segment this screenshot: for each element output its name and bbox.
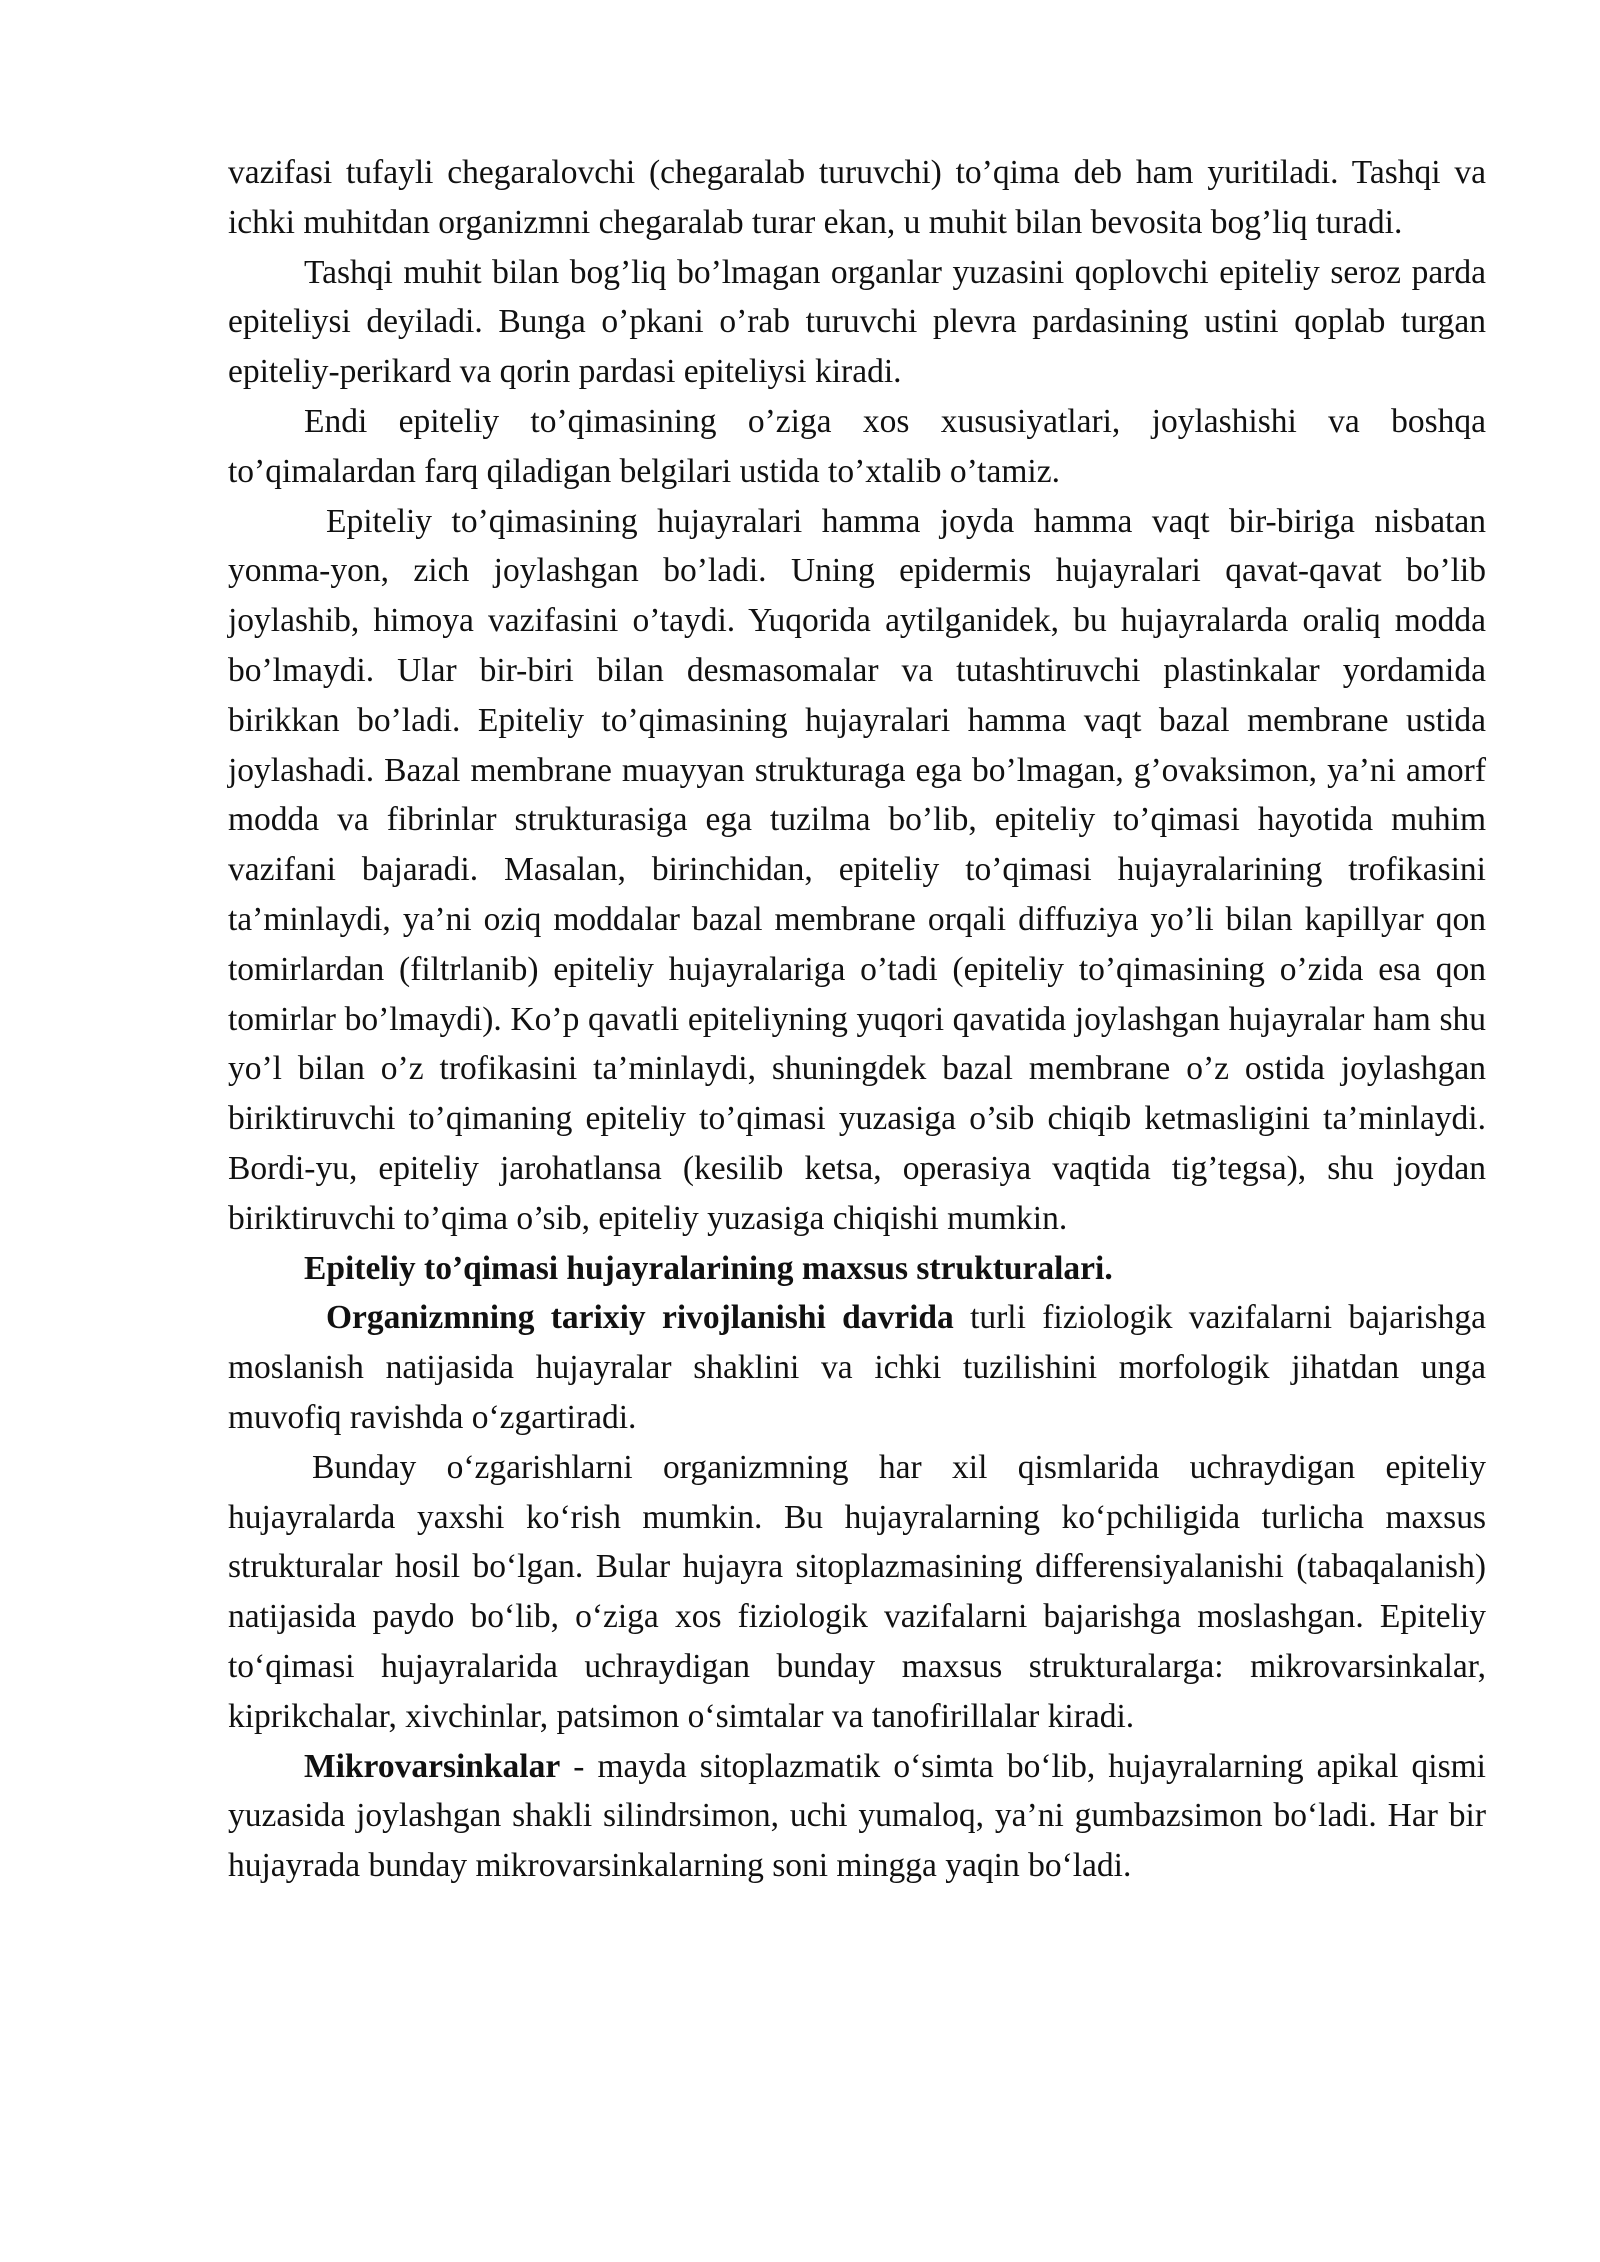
paragraph-2: Tashqi muhit bilan bog’liq bo’lmagan organlar yuzasini qoplovchi epiteliy seroz parda epiteliysi deyiladi. Bunga o’pkani o’rab turuvchi plevra pardasining ustini qoplab turgan epiteliy-perikard va qorin pardasi epiteliysi kiradi.	[228, 253, 1486, 391]
paragraph-5-text: turli fiziologik vazifalarni bajarishga moslanish natijasida hujayralar shaklini va ichki tuzilishini morfologik jihatdan unga muvofiq ravishda o‘zgartiradi.	[228, 1299, 1486, 1436]
paragraph-6: Bunday o‘zgarishlarni organizmning har xil qismlarida uchraydigan epiteliy hujayralarda yaxshi ko‘rish mumkin. Bu hujayralarning ko‘pchiligida turlicha maxsus strukturalar hosil bo‘lgan. Bular hujayra sitoplazmasining differensiyalanishi (tabaqalanish) natijasida paydo bo‘lib, o‘ziga xos fiziologik vazifalarni bajarishga moslashgan. Epiteliy to‘qimasi hujayralarida uchraydigan bunday maxsus strukturalarga: mikrovarsinkalar, kiprikchalar, xivchinlar, patsimon o‘simtalar va tanofirillalar kiradi.	[228, 1448, 1486, 1735]
paragraph-3: Endi epiteliy to’qimasining o’ziga xos xususiyatlari, joylashishi va boshqa to’qimalardan farq qiladigan belgilari ustida to’xtalib o’tamiz.	[228, 402, 1486, 490]
paragraph-7-text: - mayda sitoplazmatik o‘simta bo‘lib, hujayralarning apikal qismi yuzasida joylashgan shakli silindrsimon, uchi yumaloq, ya’ni gumbazsimon bo‘ladi. Har bir hujayrada bunday mikrovarsinkalarning soni mingga yaqin bo‘ladi.	[228, 1747, 1486, 1885]
document-page	[228, 148, 1486, 1891]
section-heading: Epiteliy to’qimasi hujayralarining maxsus strukturalari.	[304, 1249, 1113, 1287]
paragraph-7	[228, 1742, 1486, 1891]
paragraph-5-bold-lead: Organizmning tarixiy rivojlanishi davrida	[326, 1299, 954, 1337]
paragraph-5	[228, 1293, 1486, 1442]
paragraph-4: Epiteliy to’qimasining hujayralari hamma joyda hamma vaqt bir-biriga nisbatan yonma-yon, zich joylashgan bo’ladi. Uning epidermis hujayralari qavat-qavat bo’lib joylashib, himoya vazifasini o’taydi. Yuqorida aytilganidek, bu hujayralarda oraliq modda bo’lmaydi. Ular bir-biri bilan desmasomalar va tutashtiruvchi plastinkalar yordamida birikkan bo’ladi. Epiteliy to’qimasining hujayralari hamma vaqt bazal membrane ustida joylashadi. Bazal membrane muayyan strukturaga ega bo’lmagan, g’ovaksimon, ya’ni amorf modda va fibrinlar strukturasiga ega tuzilma bo’lib, epiteliy to’qimasi hayotida muhim vazifani bajaradi. Masalan, birinchidan, epiteliy to’qimasi hujayralarining trofikasini ta’minlaydi, ya’ni oziq moddalar bazal membrane orqali diffuziya yo’li bilan kapillyar qon tomirlardan (filtrlanib) epiteliy hujayralariga o’tadi (epiteliy to’qimasining o’zida esa qon tomirlar bo’lmaydi). Ko’p qavatli epiteliyning yuqori qavatida joylashgan hujayralar ham shu yo’l bilan o’z trofikasini ta’minlaydi, shuningdek bazal membrane o’z ostida joylashgan biriktiruvchi to’qimaning epiteliy to’qimasi yuzasiga o’sib chiqib ketmasligini ta’minlaydi. Bordi-yu, epiteliy jarohatlansa (kesilib ketsa, operasiya vaqtida tig’tegsa), shu joydan biriktiruvchi to’qima o’sib, epiteliy yuzasiga chiqishi mumkin.	[228, 502, 1486, 1237]
paragraph-7-term: Mikrovarsinkalar	[304, 1747, 561, 1785]
paragraph-1: vazifasi tufayli chegaralovchi (chegaralab turuvchi) to’qima deb ham yuritiladi. Tashqi va ichki muhitdan organizmni chegaralab turar ekan, u muhit bilan bevosita bog’liq turadi.	[228, 154, 1486, 241]
